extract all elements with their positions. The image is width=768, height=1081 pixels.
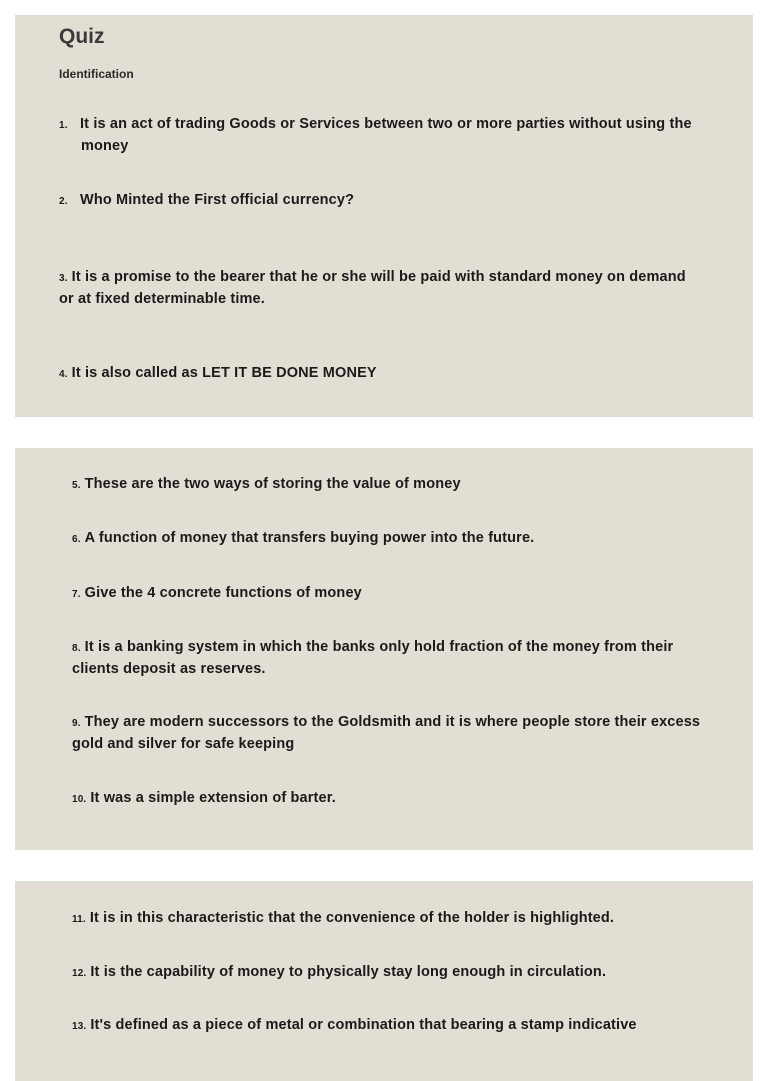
question-number: 10.	[72, 794, 87, 805]
quiz-title: Quiz	[59, 25, 105, 48]
question-text: It is a promise to the bearer that he or she will be paid with standard money on demand or at fixed determinable time.	[59, 269, 686, 307]
question-number: 8.	[72, 643, 81, 654]
question-5	[72, 474, 712, 496]
question-text: A function of money that transfers buying power into the future.	[84, 530, 535, 546]
question-11	[72, 908, 732, 930]
question-text: It is in this characteristic that the convenience of the holder is highlighted.	[89, 910, 615, 926]
question-number: 1.	[59, 120, 68, 131]
question-6	[72, 528, 712, 550]
question-text: These are the two ways of storing the value of money	[84, 476, 461, 492]
question-text: Give the 4 concrete functions of money	[84, 585, 362, 601]
quiz-subtitle: Identification	[59, 67, 134, 81]
question-4	[59, 363, 699, 385]
question-text: It was a simple extension of barter.	[90, 790, 336, 806]
question-number: 4.	[59, 369, 68, 380]
question-2	[59, 190, 721, 212]
question-text: They are modern successors to the Goldsmith and it is where people store their excess gold and silver for safe keeping	[72, 714, 701, 752]
slide-1	[15, 15, 753, 417]
question-12	[72, 962, 732, 984]
question-text: Who Minted the First official currency?	[80, 192, 355, 208]
question-number: 6.	[72, 534, 81, 545]
question-9	[72, 712, 712, 754]
question-3	[59, 267, 699, 309]
question-number: 9.	[72, 718, 81, 729]
question-number: 3.	[59, 273, 68, 284]
question-number: 12.	[72, 968, 87, 979]
question-10	[72, 788, 712, 810]
slide-2	[15, 448, 753, 850]
question-1	[59, 114, 721, 156]
question-text: It is a banking system in which the banks only hold fraction of the money from their clients deposit as reserves.	[72, 639, 674, 677]
question-number: 7.	[72, 589, 81, 600]
question-7	[72, 583, 712, 605]
question-number: 2.	[59, 196, 68, 207]
question-number: 5.	[72, 480, 81, 491]
question-8	[72, 637, 712, 679]
question-text: It's defined as a piece of metal or combination that bearing a stamp indicative	[90, 1017, 637, 1033]
question-number: 13.	[72, 1021, 87, 1032]
question-text: It is an act of trading Goods or Services between two or more parties without using the money	[80, 116, 692, 154]
slide-3	[15, 881, 753, 1081]
question-13	[72, 1015, 732, 1037]
question-number: 11.	[72, 914, 86, 925]
question-text: It is the capability of money to physically stay long enough in circulation.	[90, 964, 607, 980]
question-text: It is also called as LET IT BE DONE MONEY	[71, 365, 377, 381]
